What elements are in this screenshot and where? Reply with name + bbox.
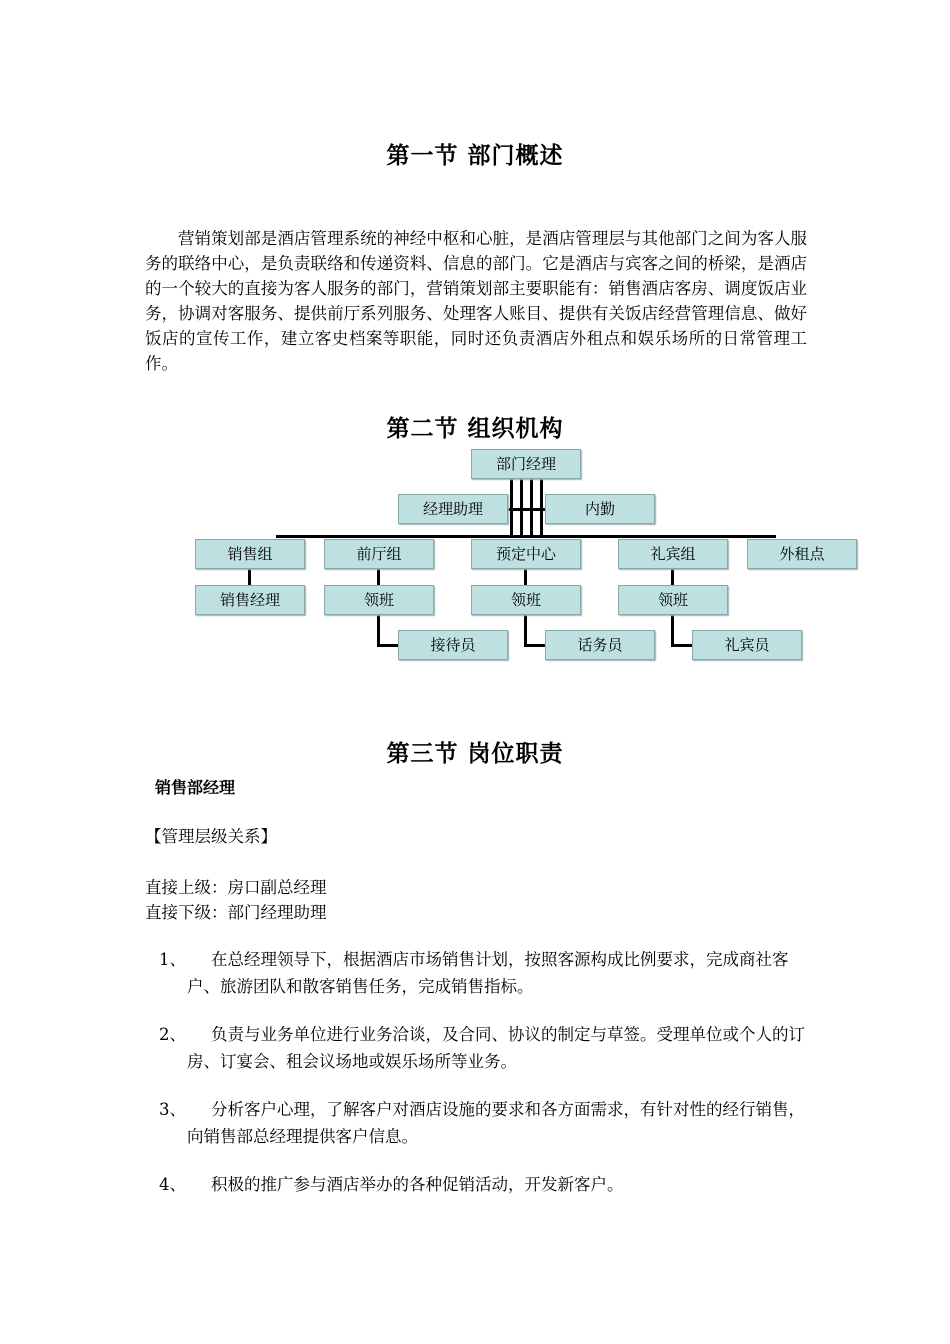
duty-number: 2、 <box>159 1025 186 1044</box>
overview-paragraph: 营销策划部是酒店管理系统的神经中枢和心脏，是酒店管理层与其他部门之间为客人服务的联络中心，是负责联络和传递资料、信息的部门。它是酒店与宾客之间的桥梁，是酒店的一个较大的直接为客人服务的部门，营销策划部主要职能有：销售酒店客房、调度饭店业务，协调对客服务、提供前厅系列服务、处理客人账目、提供有关饭店经营管理信息、做好饭店的宣传工作，建立客史档案等职能，同时还负责酒店外租点和娱乐场所的日常管理工作。 <box>145 229 807 373</box>
relation-heading: 【管理层级关系】 <box>145 827 277 846</box>
org-box-front-leader: 领班 <box>324 585 434 615</box>
org-box-receptionist: 接待员 <box>398 630 508 660</box>
section3-title: 第三节 岗位职责 <box>386 741 564 767</box>
duty-number: 4、 <box>159 1175 186 1194</box>
org-concierge-sub-h <box>671 644 693 647</box>
org-sales-link <box>248 568 251 585</box>
org-concierge-sub-v <box>671 614 674 647</box>
org-box-manager: 部门经理 <box>471 449 581 479</box>
org-main-bus <box>276 535 776 538</box>
direct-subordinate: 直接下级：部门经理助理 <box>145 903 327 922</box>
section2-title: 第二节 组织机构 <box>386 416 564 442</box>
org-box-bellman: 礼宾员 <box>692 630 802 660</box>
org-box-concierge-leader: 领班 <box>618 585 728 615</box>
org-box-sales-group: 销售组 <box>195 539 305 569</box>
org-box-clerk: 内勤 <box>545 494 655 524</box>
org-box-operator: 话务员 <box>545 630 655 660</box>
duty-text: 在总经理领导下，根据酒店市场销售计划，按照客源构成比例要求，完成商社客户、旅游团队和散客销售任务，完成销售指标。 <box>187 950 789 996</box>
org-box-front-group: 前厅组 <box>324 539 434 569</box>
org-front-sub-h <box>377 644 399 647</box>
duty-number: 3、 <box>159 1100 186 1119</box>
duty-text: 分析客户心理，了解客户对酒店设施的要求和各方面需求，有针对性的经行销售，向销售部总经理提供客户信息。 <box>187 1100 805 1146</box>
org-box-sales-manager: 销售经理 <box>195 585 305 615</box>
org-reserve-sub-v <box>524 614 527 647</box>
org-box-outlets: 外租点 <box>747 539 857 569</box>
position-title: 销售部经理 <box>155 778 236 797</box>
duty-text: 负责与业务单位进行业务洽谈，及合同、协议的制定与草签。受理单位或个人的订房、订宴会、租会议场地或娱乐场所等业务。 <box>187 1025 805 1071</box>
org-box-assistant: 经理助理 <box>398 494 508 524</box>
org-concierge-link <box>671 568 674 585</box>
org-assistant-link <box>508 508 545 511</box>
org-box-concierge-group: 礼宾组 <box>618 539 728 569</box>
duty-number: 1、 <box>159 950 186 969</box>
section1-title: 第一节 部门概述 <box>386 143 564 169</box>
org-reserve-sub-h <box>524 644 546 647</box>
org-reserve-link <box>524 568 527 585</box>
org-front-sub-v <box>377 614 380 647</box>
org-front-link <box>377 568 380 585</box>
duty-text: 积极的推广参与酒店举办的各种促销活动，开发新客户。 <box>211 1175 624 1194</box>
org-box-reservation: 预定中心 <box>471 539 581 569</box>
org-box-reserve-leader: 领班 <box>471 585 581 615</box>
direct-superior: 直接上级：房口副总经理 <box>145 878 327 897</box>
